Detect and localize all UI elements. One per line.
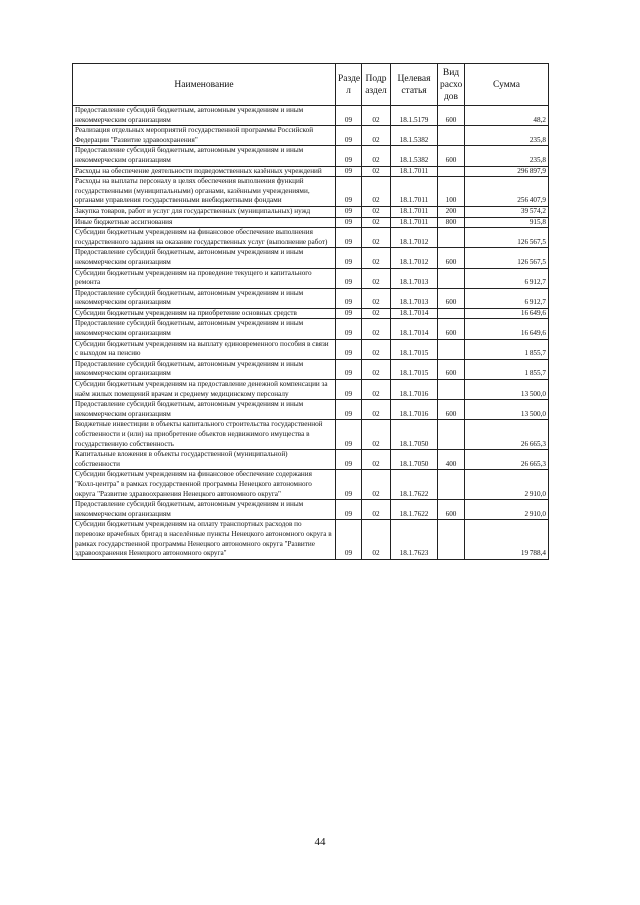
row-target-article: 18.1.7623 bbox=[391, 520, 438, 559]
table-row bbox=[73, 177, 549, 207]
row-razdel: 09 bbox=[336, 319, 362, 339]
row-podrazdel: 02 bbox=[362, 177, 391, 207]
row-razdel: 09 bbox=[336, 400, 362, 420]
row-expense-type bbox=[438, 228, 465, 248]
row-razdel: 09 bbox=[336, 500, 362, 520]
table-row bbox=[73, 339, 549, 359]
row-name: Расходы на выплаты персоналу в целях обеспечения выполнения функций государственными (муниципальными) органами, казёнными учреждениями, органами управления государственными внебюджетными фондами bbox=[73, 177, 336, 207]
row-razdel: 09 bbox=[336, 339, 362, 359]
row-expense-type: 400 bbox=[438, 450, 465, 470]
row-expense-type: 800 bbox=[438, 217, 465, 228]
row-name: Капитальные вложения в объекты государственной (муниципальной) собственности bbox=[73, 450, 336, 470]
row-sum: 2 910,0 bbox=[465, 500, 549, 520]
table-row bbox=[73, 288, 549, 308]
row-sum: 26 665,3 bbox=[465, 420, 549, 450]
row-podrazdel: 02 bbox=[362, 106, 391, 126]
row-razdel: 09 bbox=[336, 146, 362, 166]
row-expense-type: 600 bbox=[438, 500, 465, 520]
row-name: Бюджетные инвестиции в объекты капитального строительства государственной собственности и (или) на приобретение объектов недвижимого имущества в государственную собственность bbox=[73, 420, 336, 450]
row-podrazdel: 02 bbox=[362, 206, 391, 217]
row-razdel: 09 bbox=[336, 248, 362, 268]
row-razdel: 09 bbox=[336, 520, 362, 559]
row-name: Предоставление субсидий бюджетным, автономным учреждениям и иным некоммерческим организациям bbox=[73, 319, 336, 339]
table-row bbox=[73, 268, 549, 288]
row-razdel: 09 bbox=[336, 308, 362, 319]
table-row bbox=[73, 146, 549, 166]
row-name: Субсидии бюджетным учреждениям на оплату транспортных расходов по перевозке врачебных бригад в населённые пункты Ненецкого автономного округа в рамках государственной программы Ненецкого автономного округа "Развитие здравоохранения Ненецкого автономного округа" bbox=[73, 520, 336, 559]
row-target-article: 18.1.7012 bbox=[391, 248, 438, 268]
row-name: Субсидии бюджетным учреждениям на проведение текущего и капитального ремонта bbox=[73, 268, 336, 288]
table-row bbox=[73, 470, 549, 500]
row-sum: 1 855,7 bbox=[465, 339, 549, 359]
row-name: Субсидии бюджетным учреждениям на выплату единовременного пособия в связи с выходом на пенсию bbox=[73, 339, 336, 359]
row-name: Предоставление субсидий бюджетным, автономным учреждениям и иным некоммерческим организациям bbox=[73, 146, 336, 166]
row-podrazdel: 02 bbox=[362, 420, 391, 450]
table-row bbox=[73, 217, 549, 228]
header-expense-type: Вид расхо дов bbox=[438, 64, 465, 106]
row-target-article: 18.1.7015 bbox=[391, 339, 438, 359]
row-expense-type bbox=[438, 520, 465, 559]
row-expense-type: 600 bbox=[438, 106, 465, 126]
table-row bbox=[73, 500, 549, 520]
row-expense-type bbox=[438, 268, 465, 288]
row-sum: 6 912,7 bbox=[465, 268, 549, 288]
row-expense-type bbox=[438, 380, 465, 400]
table-row bbox=[73, 206, 549, 217]
table-row bbox=[73, 228, 549, 248]
row-target-article: 18.1.7016 bbox=[391, 380, 438, 400]
row-razdel: 09 bbox=[336, 106, 362, 126]
page-number: 44 bbox=[314, 836, 326, 848]
row-podrazdel: 02 bbox=[362, 126, 391, 146]
row-expense-type bbox=[438, 166, 465, 177]
row-expense-type bbox=[438, 420, 465, 450]
row-razdel: 09 bbox=[336, 380, 362, 400]
row-expense-type: 600 bbox=[438, 400, 465, 420]
table-row bbox=[73, 380, 549, 400]
row-razdel: 09 bbox=[336, 217, 362, 228]
row-expense-type: 600 bbox=[438, 146, 465, 166]
row-sum: 256 407,9 bbox=[465, 177, 549, 207]
row-name: Предоставление субсидий бюджетным, автономным учреждениям и иным некоммерческим организациям bbox=[73, 248, 336, 268]
row-razdel: 09 bbox=[336, 166, 362, 177]
table-row bbox=[73, 319, 549, 339]
row-name: Субсидии бюджетным учреждениям на предоставление денежной компенсации за наём жилых помещений врачам и среднему медицинскому персоналу bbox=[73, 380, 336, 400]
row-target-article: 18.1.7016 bbox=[391, 400, 438, 420]
row-podrazdel: 02 bbox=[362, 166, 391, 177]
row-name: Субсидии бюджетным учреждениям на финансовое обеспечение содержания "Колл-центра" в рамках государственной программы Ненецкого автономного округа "Развитие здравоохранения Ненецкого автономного округа" bbox=[73, 470, 336, 500]
row-target-article: 18.1.7050 bbox=[391, 420, 438, 450]
row-podrazdel: 02 bbox=[362, 248, 391, 268]
row-sum: 48,2 bbox=[465, 106, 549, 126]
row-target-article: 18.1.7013 bbox=[391, 268, 438, 288]
row-expense-type: 600 bbox=[438, 248, 465, 268]
row-expense-type bbox=[438, 308, 465, 319]
row-expense-type bbox=[438, 470, 465, 500]
header-sum: Сумма bbox=[465, 64, 549, 106]
row-podrazdel: 02 bbox=[362, 500, 391, 520]
row-target-article: 18.1.7622 bbox=[391, 470, 438, 500]
row-expense-type bbox=[438, 339, 465, 359]
row-razdel: 09 bbox=[336, 288, 362, 308]
row-sum: 126 567,5 bbox=[465, 228, 549, 248]
row-razdel: 09 bbox=[336, 470, 362, 500]
row-name: Расходы на обеспечение деятельности подведомственных казённых учреждений bbox=[73, 166, 336, 177]
row-expense-type: 100 bbox=[438, 177, 465, 207]
row-razdel: 09 bbox=[336, 177, 362, 207]
row-target-article: 18.1.7014 bbox=[391, 308, 438, 319]
row-target-article: 18.1.5382 bbox=[391, 146, 438, 166]
row-name: Предоставление субсидий бюджетным, автономным учреждениям и иным некоммерческим организациям bbox=[73, 500, 336, 520]
row-sum: 19 788,4 bbox=[465, 520, 549, 559]
table-header-row bbox=[73, 64, 549, 106]
row-sum: 39 574,2 bbox=[465, 206, 549, 217]
row-expense-type: 600 bbox=[438, 359, 465, 379]
row-razdel: 09 bbox=[336, 126, 362, 146]
row-target-article: 18.1.7011 bbox=[391, 217, 438, 228]
row-name: Предоставление субсидий бюджетным, автономным учреждениям и иным некоммерческим организациям bbox=[73, 400, 336, 420]
row-name: Предоставление субсидий бюджетным, автономным учреждениям и иным некоммерческим организациям bbox=[73, 359, 336, 379]
row-sum: 6 912,7 bbox=[465, 288, 549, 308]
row-target-article: 18.1.5179 bbox=[391, 106, 438, 126]
row-sum: 296 897,9 bbox=[465, 166, 549, 177]
table-row bbox=[73, 126, 549, 146]
table-row bbox=[73, 359, 549, 379]
table-row bbox=[73, 166, 549, 177]
row-name: Иные бюджетные ассигнования bbox=[73, 217, 336, 228]
header-name: Наименование bbox=[73, 64, 336, 106]
budget-table-container bbox=[72, 63, 548, 560]
row-podrazdel: 02 bbox=[362, 319, 391, 339]
row-expense-type: 200 bbox=[438, 206, 465, 217]
row-sum: 16 649,6 bbox=[465, 308, 549, 319]
table-row bbox=[73, 420, 549, 450]
row-target-article: 18.1.7014 bbox=[391, 319, 438, 339]
row-sum: 235,8 bbox=[465, 146, 549, 166]
row-sum: 1 855,7 bbox=[465, 359, 549, 379]
row-podrazdel: 02 bbox=[362, 339, 391, 359]
row-razdel: 09 bbox=[336, 420, 362, 450]
header-podrazdel: Подр аздел bbox=[362, 64, 391, 106]
header-target-article: Целевая статья bbox=[391, 64, 438, 106]
row-target-article: 18.1.5382 bbox=[391, 126, 438, 146]
row-podrazdel: 02 bbox=[362, 288, 391, 308]
row-podrazdel: 02 bbox=[362, 450, 391, 470]
row-podrazdel: 02 bbox=[362, 400, 391, 420]
row-name: Реализация отдельных мероприятий государственной программы Российской Федерации "Развитие здравоохранения" bbox=[73, 126, 336, 146]
row-target-article: 18.1.7015 bbox=[391, 359, 438, 379]
table-body bbox=[73, 106, 549, 560]
row-expense-type bbox=[438, 126, 465, 146]
row-podrazdel: 02 bbox=[362, 308, 391, 319]
row-name: Субсидии бюджетным учреждениям на финансовое обеспечение выполнения государственного задания на оказание государственных услуг (выполнение работ) bbox=[73, 228, 336, 248]
row-sum: 16 649,6 bbox=[465, 319, 549, 339]
row-podrazdel: 02 bbox=[362, 146, 391, 166]
row-podrazdel: 02 bbox=[362, 217, 391, 228]
row-razdel: 09 bbox=[336, 206, 362, 217]
table-row bbox=[73, 450, 549, 470]
row-sum: 235,8 bbox=[465, 126, 549, 146]
row-podrazdel: 02 bbox=[362, 268, 391, 288]
row-sum: 2 910,0 bbox=[465, 470, 549, 500]
row-target-article: 18.1.7011 bbox=[391, 177, 438, 207]
row-name: Предоставление субсидий бюджетным, автономным учреждениям и иным некоммерческим организациям bbox=[73, 106, 336, 126]
row-sum: 26 665,3 bbox=[465, 450, 549, 470]
row-podrazdel: 02 bbox=[362, 520, 391, 559]
row-sum: 13 500,0 bbox=[465, 400, 549, 420]
row-razdel: 09 bbox=[336, 359, 362, 379]
table-row bbox=[73, 106, 549, 126]
table-row bbox=[73, 308, 549, 319]
row-sum: 13 500,0 bbox=[465, 380, 549, 400]
row-razdel: 09 bbox=[336, 268, 362, 288]
row-razdel: 09 bbox=[336, 450, 362, 470]
table-row bbox=[73, 248, 549, 268]
row-target-article: 18.1.7011 bbox=[391, 206, 438, 217]
row-podrazdel: 02 bbox=[362, 470, 391, 500]
row-target-article: 18.1.7013 bbox=[391, 288, 438, 308]
row-name: Предоставление субсидий бюджетным, автономным учреждениям и иным некоммерческим организациям bbox=[73, 288, 336, 308]
table-row bbox=[73, 400, 549, 420]
row-podrazdel: 02 bbox=[362, 359, 391, 379]
row-target-article: 18.1.7012 bbox=[391, 228, 438, 248]
table-row bbox=[73, 520, 549, 559]
budget-table bbox=[72, 63, 549, 560]
header-razdel: Разде л bbox=[336, 64, 362, 106]
row-target-article: 18.1.7622 bbox=[391, 500, 438, 520]
row-podrazdel: 02 bbox=[362, 228, 391, 248]
row-razdel: 09 bbox=[336, 228, 362, 248]
row-name: Субсидии бюджетным учреждениям на приобретение основных средств bbox=[73, 308, 336, 319]
row-sum: 915,8 bbox=[465, 217, 549, 228]
row-name: Закупка товаров, работ и услуг для государственных (муниципальных) нужд bbox=[73, 206, 336, 217]
row-expense-type: 600 bbox=[438, 288, 465, 308]
row-target-article: 18.1.7011 bbox=[391, 166, 438, 177]
row-podrazdel: 02 bbox=[362, 380, 391, 400]
row-target-article: 18.1.7050 bbox=[391, 450, 438, 470]
row-sum: 126 567,5 bbox=[465, 248, 549, 268]
row-expense-type: 600 bbox=[438, 319, 465, 339]
